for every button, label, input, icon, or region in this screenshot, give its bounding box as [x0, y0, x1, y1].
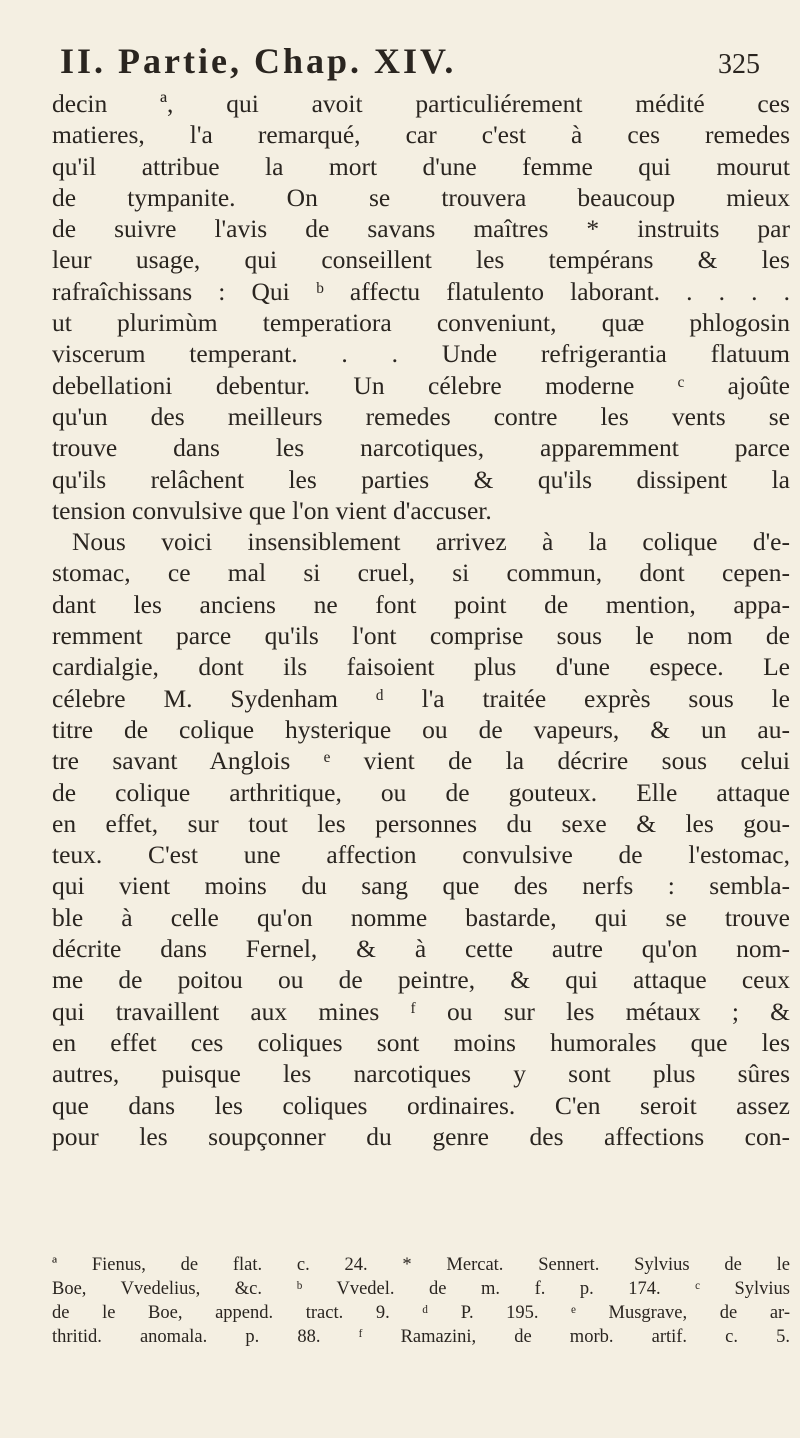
- text-line: teux. C'est une affection convulsive de l'estomac,: [52, 840, 790, 870]
- text-line: ble à celle qu'on nomme bastarde, qui se trouve: [52, 902, 790, 932]
- text-line: dant les anciens ne font point de mention, appa-: [52, 589, 790, 619]
- text-line: viscerum temperant. . . Unde refrigerantia flatuum: [52, 339, 790, 369]
- text-line: célebre M. Sydenham ᵈ l'a traitée exprès sous le: [52, 683, 790, 713]
- text-line: qu'il attribue la mort d'une femme qui mourut: [52, 151, 790, 181]
- page-header: [60, 40, 760, 82]
- text-line: cardialgie, dont ils faisoient plus d'une espece. Le: [52, 652, 790, 682]
- text-line: qu'un des meilleurs remedes contre les vents se: [52, 401, 790, 431]
- text-line: de colique arthritique, ou de gouteux. Elle attaque: [52, 777, 790, 807]
- main-text: [52, 88, 790, 1152]
- text-line: debellationi debentur. Un célebre moderne ᶜ ajoûte: [52, 370, 790, 400]
- text-line: rafraîchissans : Qui ᵇ affectu flatulento laborant. . . . .: [52, 276, 790, 306]
- text-line: en effet, sur tout les personnes du sexe & les gou-: [52, 808, 790, 838]
- text-line: qu'ils relâchent les parties & qu'ils dissipent la: [52, 464, 790, 494]
- text-line: que dans les coliques ordinaires. C'en seroit assez: [52, 1090, 790, 1120]
- text-line: tension convulsive que l'on vient d'accuser.: [52, 495, 492, 525]
- footnote-line: Boe, Vvedelius, &c. ᵇ Vvedel. de m. f. p. 174. ᶜ Sylvius: [52, 1279, 790, 1299]
- footnote-line: ª Fienus, de flat. c. 24. * Mercat. Sennert. Sylvius de le: [52, 1255, 790, 1275]
- text-line: trouve dans les narcotiques, apparemment parce: [52, 433, 790, 463]
- page-number: 325: [718, 49, 760, 80]
- footnote-line: de le Boe, append. tract. 9. ᵈ P. 195. ᵉ Musgrave, de ar-: [52, 1303, 790, 1323]
- text-line: autres, puisque les narcotiques y sont plus sûres: [52, 1059, 790, 1089]
- text-line: tre savant Anglois ᵉ vient de la décrire sous celui: [52, 746, 790, 776]
- text-line: leur usage, qui conseillent les tempérans & les: [52, 245, 790, 275]
- text-line: Nous voici insensiblement arrivez à la colique d'e-: [72, 527, 790, 557]
- text-line: stomac, ce mal si cruel, si commun, dont cepen-: [52, 558, 790, 588]
- text-line: de tympanite. On se trouvera beaucoup mieux: [52, 182, 790, 212]
- text-line: qui travaillent aux mines ᶠ ou sur les métaux ; &: [52, 996, 790, 1026]
- text-line: pour les soupçonner du genre des affections con-: [52, 1121, 790, 1151]
- text-line: ut plurimùm temperatiora conveniunt, quæ phlogosin: [52, 308, 790, 338]
- text-line: décrite dans Fernel, & à cette autre qu'on nom-: [52, 934, 790, 964]
- footnote-line: thritid. anomala. p. 88. ᶠ Ramazini, de morb. artif. c. 5.: [52, 1327, 790, 1347]
- text-line: decin ª, qui avoit particuliérement médité ces: [52, 89, 790, 118]
- text-line: en effet ces coliques sont moins humorales que les: [52, 1027, 790, 1057]
- text-line: matieres, l'a remarqué, car c'est à ces remedes: [52, 120, 790, 150]
- text-line: qui vient moins du sang que des nerfs : sembla-: [52, 871, 790, 901]
- text-line: remment parce qu'ils l'ont comprise sous le nom de: [52, 621, 790, 651]
- footnotes: [52, 1253, 790, 1349]
- text-line: me de poitou ou de peintre, & qui attaque ceux: [52, 965, 790, 995]
- text-line: de suivre l'avis de savans maîtres * instruits par: [52, 214, 790, 244]
- text-line: titre de colique hysterique ou de vapeurs, & un au-: [52, 714, 790, 744]
- running-title: II. Partie, Chap. XIV.: [60, 41, 457, 81]
